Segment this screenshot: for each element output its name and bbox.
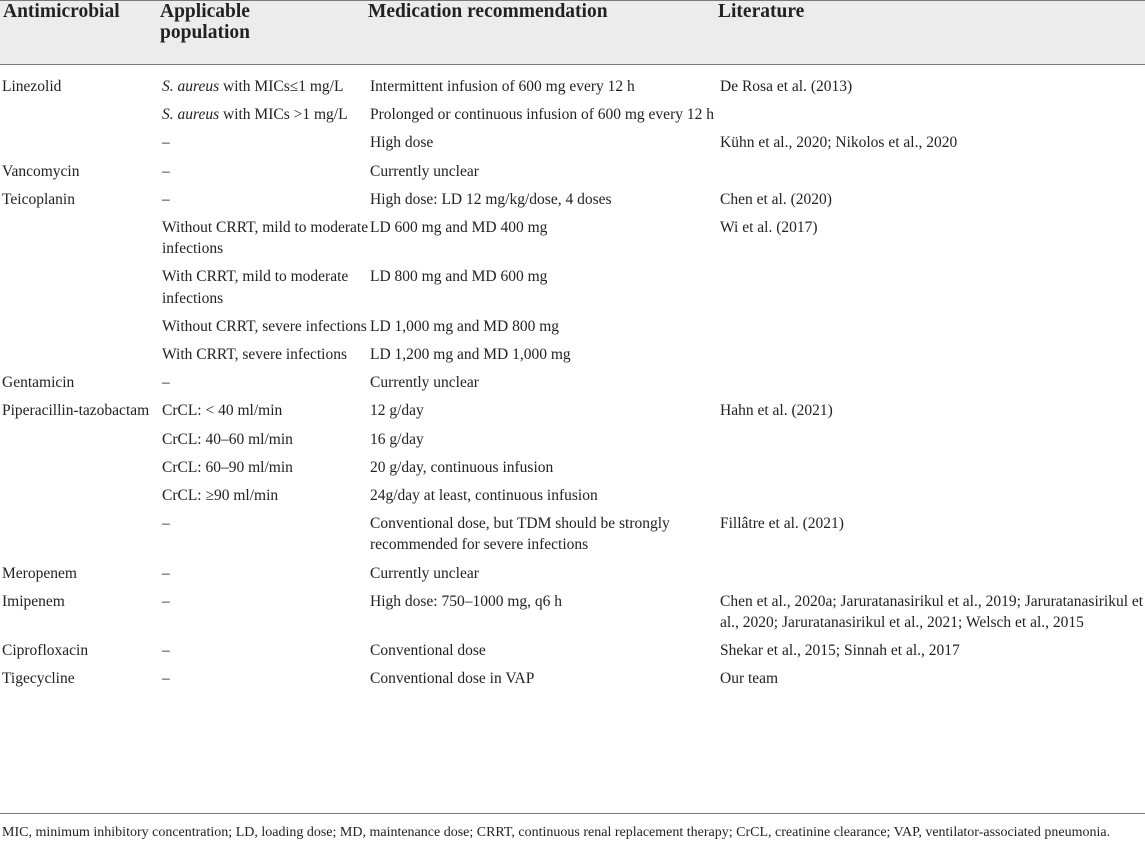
organism-name: S. aureus — [162, 78, 220, 95]
cell-recommendation: 24g/day at least, continuous infusion — [370, 487, 598, 505]
cell-literature: Kühn et al., 2020; Nikolos et al., 2020 — [720, 134, 958, 152]
cell-literature: Fillâtre et al. (2021) — [720, 515, 844, 533]
header-recommendation: Medication recommendation — [368, 1, 608, 22]
header-population-line1: Applicable — [160, 1, 250, 22]
cell-antimicrobial — [0, 263, 162, 312]
cell-recommendation: High dose: LD 12 mg/kg/dose, 4 doses — [370, 190, 612, 208]
header-literature: Literature — [718, 1, 805, 22]
table-row — [0, 129, 1145, 157]
cell-population: – — [162, 515, 170, 533]
cell-population: – — [162, 374, 170, 392]
table-row — [0, 369, 1145, 397]
cell-literature — [720, 369, 1145, 397]
cell-antimicrobial: Piperacillin-tazobactam — [2, 402, 150, 420]
cell-literature — [720, 482, 1145, 510]
table-row — [0, 313, 1145, 341]
table-row — [0, 158, 1145, 186]
cell-literature — [720, 158, 1145, 186]
cell-population: CrCL: < 40 ml/min — [162, 402, 283, 420]
cell-antimicrobial: Teicoplanin — [2, 190, 75, 208]
cell-antimicrobial — [0, 426, 162, 454]
cell-antimicrobial — [0, 510, 162, 559]
table-row — [0, 426, 1145, 454]
cell-antimicrobial — [0, 129, 162, 157]
cell-literature — [720, 426, 1145, 454]
antimicrobial-table — [0, 73, 1145, 694]
cell-population — [162, 73, 370, 101]
cell-antimicrobial: Gentamicin — [2, 374, 75, 392]
cell-recommendation: Conventional dose in VAP — [370, 670, 535, 688]
cell-antimicrobial: Vancomycin — [2, 162, 80, 180]
cell-recommendation: High dose: 750–1000 mg, q6 h — [370, 592, 563, 610]
cell-recommendation: Currently unclear — [370, 162, 479, 180]
table-bottom-rule — [0, 813, 1145, 814]
table-row — [0, 263, 1145, 312]
cell-population: – — [162, 642, 170, 660]
table-row — [0, 588, 1145, 637]
cell-antimicrobial — [0, 454, 162, 482]
cell-antimicrobial — [0, 313, 162, 341]
cell-population — [162, 101, 370, 129]
cell-literature: De Rosa et al. (2013) — [720, 78, 853, 95]
cell-recommendation: 20 g/day, continuous infusion — [370, 458, 554, 476]
organism-name: S. aureus — [162, 106, 220, 124]
cell-literature: Hahn et al. (2021) — [720, 402, 833, 420]
cell-recommendation: High dose — [370, 134, 434, 152]
cell-population: CrCL: 60–90 ml/min — [162, 458, 293, 476]
cell-literature: Our team — [720, 670, 779, 688]
cell-recommendation: Conventional dose, but TDM should be strongly recommended for severe infections — [370, 515, 670, 554]
cell-recommendation: Prolonged or continuous infusion of 600 mg every 12 h — [370, 106, 714, 124]
table-row — [0, 73, 1145, 101]
cell-population: Without CRRT, severe infections — [162, 317, 367, 335]
cell-literature — [720, 263, 1145, 312]
cell-population: Without CRRT, mild to moderate infections — [162, 219, 369, 258]
table-row — [0, 510, 1145, 559]
cell-population: – — [162, 564, 170, 582]
cell-literature — [720, 313, 1145, 341]
cell-recommendation: 12 g/day — [370, 402, 424, 420]
cell-population: – — [162, 592, 170, 610]
header-population-line2: population — [160, 22, 250, 43]
table-row — [0, 482, 1145, 510]
cell-population: – — [162, 190, 170, 208]
cell-recommendation: Conventional dose — [370, 642, 486, 660]
cell-population: CrCL: 40–60 ml/min — [162, 430, 293, 448]
cell-population: With CRRT, mild to moderate infections — [162, 268, 349, 307]
table-row — [0, 101, 1145, 129]
table-header — [0, 0, 1145, 65]
cell-recommendation: Currently unclear — [370, 374, 479, 392]
cell-literature — [720, 560, 1145, 588]
cell-recommendation: 16 g/day — [370, 430, 424, 448]
cell-literature: Wi et al. (2017) — [720, 219, 818, 237]
table-row — [0, 637, 1145, 665]
cell-population: – — [162, 670, 170, 688]
cell-literature — [720, 101, 1145, 129]
header-antimicrobial: Antimicrobial — [3, 1, 120, 22]
cell-literature — [720, 454, 1145, 482]
cell-population: – — [162, 162, 170, 180]
cell-antimicrobial — [0, 482, 162, 510]
table-row — [0, 214, 1145, 263]
cell-population: CrCL: ≥90 ml/min — [162, 487, 279, 505]
table-row — [0, 186, 1145, 214]
cell-recommendation: LD 600 mg and MD 400 mg — [370, 219, 548, 237]
cell-antimicrobial: Tigecycline — [2, 670, 75, 688]
table-row — [0, 454, 1145, 482]
population-text: with MICs≤1 mg/L — [219, 78, 344, 95]
table-row — [0, 560, 1145, 588]
cell-recommendation: LD 1,200 mg and MD 1,000 mg — [370, 346, 571, 364]
cell-antimicrobial — [0, 214, 162, 263]
cell-population: – — [162, 134, 170, 152]
cell-antimicrobial — [0, 101, 162, 129]
cell-antimicrobial — [0, 341, 162, 369]
cell-literature: Chen et al. (2020) — [720, 190, 832, 208]
table-footnote: MIC, minimum inhibitory concentration; LD, loading dose; MD, maintenance dose; CRRT, continuous renal replacement therapy; CrCL, creatinine clearance; VAP, ventilator-associated pneumonia. — [2, 825, 1111, 840]
table-row — [0, 341, 1145, 369]
table-row — [0, 665, 1145, 693]
cell-antimicrobial: Linezolid — [2, 78, 62, 95]
cell-recommendation: Currently unclear — [370, 564, 479, 582]
cell-antimicrobial: Ciprofloxacin — [2, 642, 89, 660]
cell-recommendation: Intermittent infusion of 600 mg every 12 h — [370, 78, 635, 95]
cell-antimicrobial: Imipenem — [2, 592, 65, 610]
cell-literature: Shekar et al., 2015; Sinnah et al., 2017 — [720, 642, 960, 660]
cell-population: With CRRT, severe infections — [162, 346, 347, 364]
cell-literature: Chen et al., 2020a; Jaruratanasirikul et al., 2019; Jaruratanasirikul et al., 2020; Jaruratanasirikul et al., 2021; Welsch et al., 2015 — [720, 592, 1144, 632]
cell-antimicrobial: Meropenem — [2, 564, 77, 582]
cell-recommendation: LD 1,000 mg and MD 800 mg — [370, 317, 560, 335]
table-row — [0, 397, 1145, 425]
population-text: with MICs >1 mg/L — [219, 106, 348, 124]
cell-literature — [720, 341, 1145, 369]
cell-recommendation: LD 800 mg and MD 600 mg — [370, 268, 548, 286]
